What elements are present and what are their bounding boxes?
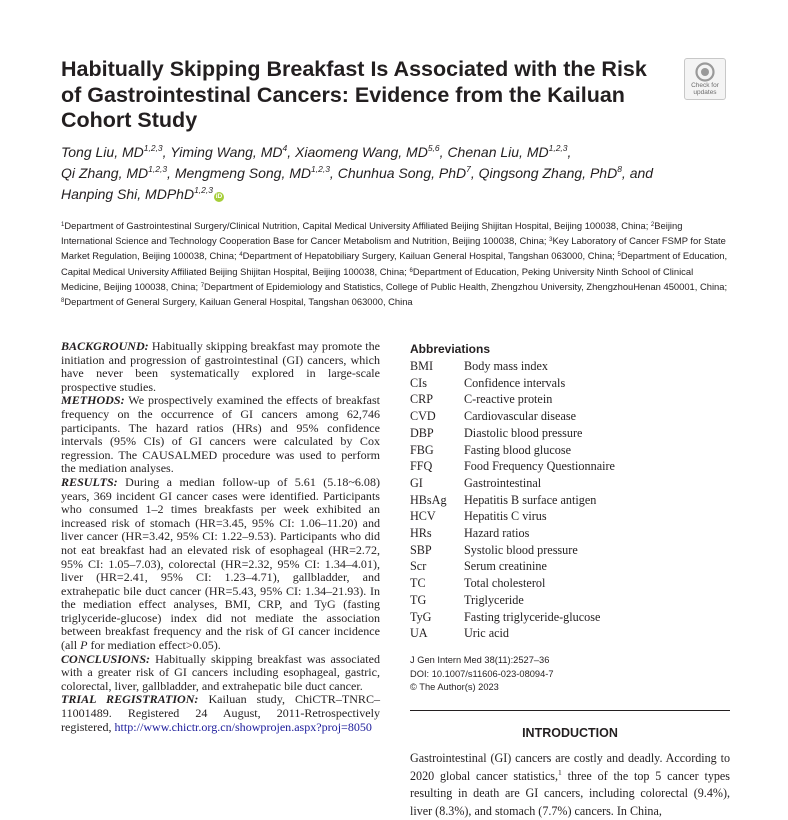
intro-text-continued: three of the top 5 cancer types resulting in death are GI cancers, including colorectal (9.4%), liver (8.3%), and stomach (7.7%) cancers. In China,	[410, 768, 730, 818]
abstract-trial-registration	[61, 693, 380, 734]
doi[interactable]: DOI: 10.1007/s11606-023-08094-7	[410, 668, 554, 679]
abbreviation-row	[410, 525, 615, 542]
abbreviation-definition: Fasting blood glucose	[464, 442, 571, 457]
abbreviation-term: HCV	[410, 509, 436, 524]
abbreviation-definition: Body mass index	[464, 359, 548, 373]
methods-label: METHODS:	[61, 393, 125, 408]
abbreviation-term: CIs	[410, 375, 427, 390]
abbreviation-definition: Hazard ratios	[464, 526, 530, 541]
copyright: © The Author(s) 2023	[410, 682, 499, 692]
author: Mengmeng Song, MD	[174, 165, 312, 181]
author-list	[61, 142, 741, 205]
affiliation-sup: 3	[549, 237, 553, 244]
author: Chunhua Song, PhD	[337, 165, 467, 181]
author-separator: ,	[162, 144, 171, 160]
section-divider	[410, 710, 730, 711]
abbreviation-row	[410, 592, 615, 609]
abbreviation-term: SBP	[410, 542, 432, 557]
abbreviation-row	[410, 475, 615, 492]
results-p-symbol: P	[80, 638, 88, 653]
article-title: Habitually Skipping Breakfast Is Associated with the Risk of Gastrointestinal Cancers: Evidence from the Kailuan Cohort Study	[61, 57, 647, 132]
abbreviation-term: CRP	[410, 392, 434, 407]
author-affiliation-sup: 4	[282, 143, 288, 153]
author: Chenan Liu, MD	[447, 144, 549, 160]
author-separator: ,	[470, 165, 479, 181]
abbreviation-term: GI	[410, 475, 423, 490]
badge-line-1: Check for	[691, 82, 719, 89]
author-affiliation-sup: 1,2,3	[194, 185, 213, 195]
trial-text: Kailuan study, ChiCTR–TNRC–11001489. Registered 24 August, 2011-Retrospectively registered,	[61, 692, 380, 734]
abbreviations-body	[410, 358, 615, 642]
author: Qingsong Zhang, PhD	[478, 165, 618, 181]
abbreviation-row	[410, 442, 615, 459]
abbreviation-row	[410, 408, 615, 425]
abbreviation-term: TC	[410, 576, 426, 591]
abbreviation-term: TG	[410, 592, 427, 607]
abbreviation-row	[410, 492, 615, 509]
reference-marker[interactable]: 1	[558, 767, 562, 777]
abbreviation-row	[410, 358, 615, 375]
abbreviation-definition: Food Frequency Questionnaire	[464, 459, 615, 474]
abstract-background	[61, 340, 380, 394]
author: Xiaomeng Wang, MD	[295, 144, 428, 160]
abbreviation-row	[410, 575, 615, 592]
abbreviation-definition: Cardiovascular disease	[464, 409, 577, 424]
badge-line-2: updates	[693, 89, 717, 96]
orcid-icon[interactable]: iD	[215, 193, 223, 200]
author-separator: ,	[329, 165, 338, 181]
trial-label: TRIAL REGISTRATION:	[61, 692, 199, 707]
abbreviation-row	[410, 609, 615, 626]
abbreviation-term: FFQ	[410, 459, 433, 474]
intro-text-start: Gastrointestinal (GI) cancers are costly and deadly. According to 2020 global cancer statistics,	[410, 751, 730, 783]
affiliation: Department of General Surgery, Kailuan General Hospital, Tangshan 063000, China	[64, 296, 413, 308]
author: Qi Zhang, MD	[61, 165, 149, 181]
author-separator: , and	[621, 165, 654, 181]
background-text: Habitually skipping breakfast may promote the initiation and progression of gastrointestinal (GI) cancers, which have never been systematically explored in large-scale prospective studies.	[61, 339, 380, 394]
affiliation-sup: 8	[61, 298, 65, 305]
abstract-conclusions	[61, 653, 380, 694]
affiliation-sup: 5	[617, 252, 621, 259]
affiliation: Department of Education, Peking University Ninth School of Clinical Medicine, Beijing 100038, China;	[61, 265, 694, 292]
check-for-updates-icon	[695, 62, 715, 82]
author-affiliation-sup: 1,2,3	[311, 164, 330, 174]
abbreviation-row	[410, 625, 615, 642]
abbreviation-definition: Confidence intervals	[464, 375, 566, 390]
affiliation-sup: 2	[650, 222, 655, 228]
check-for-updates-badge[interactable]	[684, 58, 726, 100]
abbreviations-heading: Abbreviations	[410, 342, 491, 356]
methods-text: We prospectively examined the effects of breakfast frequency on the occurrence of GI cancers among 62,746 participants. The hazard ratios (HRs) and 95% confidence intervals (95% CIs) of GI cancers were calculated by Cox regression. The CAUSALMED procedure was used to perform the mediation analyses.	[61, 393, 380, 476]
abstract-methods	[61, 394, 380, 476]
affiliation-sup: 7	[200, 282, 205, 289]
background-label: BACKGROUND:	[61, 339, 149, 353]
abbreviation-definition: Fasting triglyceride-glucose	[464, 609, 601, 624]
author-separator: ,	[439, 144, 448, 160]
results-text: During a median follow-up of 5.61 (5.18~6.08) years, 369 incident GI cancer cases were identified. Participants who consumed 1–2 times breakfasts per week exhibited an increased risk of stomach (HR=3.45, 95% CI: 1.06–11.20) and liver cancer (HR=3.42, 95% CI: 1.22–9.53). Participants who did not eat breakfast had an elevated risk of esophageal (HR=2.72, 95% CI: 1.05–7.03), colorectal (HR=2.32, 95% CI: 1.34–4.01), liver (HR=2.41, 95% CI: 1.23–4.71), gallbladder, and extrahepatic bile duct cancer (HR=5.43, 95% CI: 1.34–21.93). In the mediation effect analyses, BMI, CRP, and TyG (fasting triglyceride-glucose) index did not mediate the association between breakfast frequency and the risk of GI cancer incidence (all	[61, 474, 380, 653]
conclusions-label: CONCLUSIONS:	[61, 651, 151, 666]
author-affiliation-sup: 7	[466, 164, 471, 174]
abstract-results	[61, 476, 380, 653]
abbreviation-term: BMI	[410, 359, 434, 373]
abbreviation-definition: Total cholesterol	[464, 576, 546, 591]
abbreviation-row	[410, 425, 615, 442]
affiliation: Department of Epidemiology and Statistics, College of Public Health, Zhengzhou University, ZhengzhouHenan 450001, China;	[204, 280, 728, 292]
abbreviation-row	[410, 391, 615, 408]
abbreviation-definition: Serum creatinine	[464, 559, 547, 574]
abbreviation-definition: Systolic blood pressure	[464, 542, 578, 557]
abbreviation-row	[410, 458, 615, 475]
abstract	[61, 340, 380, 734]
author: Hanping Shi, MDPhD	[61, 186, 195, 202]
results-label: RESULTS:	[61, 474, 118, 489]
author-separator: ,	[567, 144, 572, 160]
abbreviations-table	[410, 358, 615, 642]
abbreviation-term: HRs	[410, 526, 432, 541]
abbreviation-term: UA	[410, 626, 428, 641]
abbreviation-definition: Hepatitis C virus	[464, 509, 547, 524]
abbreviation-definition: C-reactive protein	[464, 392, 553, 407]
abbreviation-term: FBG	[410, 442, 434, 457]
results-text-end: for mediation effect>0.05).	[87, 638, 221, 653]
introduction-heading: INTRODUCTION	[522, 726, 618, 740]
citation-block	[410, 654, 554, 695]
trial-registration-link[interactable]: http://www.chictr.org.cn/showprojen.aspx?proj=8050	[114, 719, 372, 734]
abbreviation-row	[410, 542, 615, 559]
affiliation: Beijing International Science and Technology Cooperation Base for Cancer Metabolism and Nutrition, Beijing 100038, China;	[61, 220, 683, 247]
abbreviation-term: DBP	[410, 425, 434, 440]
author-affiliation-sup: 1,2,3	[148, 164, 168, 174]
abbreviation-term: TyG	[410, 609, 432, 624]
author: Yiming Wang, MD	[170, 144, 283, 160]
abbreviation-definition: Uric acid	[464, 626, 510, 641]
author-affiliation-sup: 8	[617, 164, 622, 174]
affiliation-sup: 4	[239, 252, 243, 259]
abbreviation-definition: Diastolic blood pressure	[464, 425, 583, 440]
journal-citation: J Gen Intern Med 38(11):2527–36	[410, 655, 550, 665]
conclusions-text: Habitually skipping breakfast was associated with a greater risk of GI cancers including esophageal, gastric, colorectal, liver, gallbladder, and extrahepatic bile duct cancer.	[61, 651, 380, 693]
abbreviation-row	[410, 375, 615, 392]
abbreviation-definition: Hepatitis B surface antigen	[464, 492, 597, 507]
author: Tong Liu, MD	[61, 144, 144, 160]
affiliations	[61, 218, 729, 309]
affiliation-sup: 6	[409, 267, 413, 274]
author-separator: ,	[287, 144, 296, 160]
abbreviation-row	[410, 508, 615, 525]
author-affiliation-sup: 5,6	[427, 143, 440, 153]
abbreviation-term: CVD	[410, 409, 436, 424]
affiliation: Key Laboratory of Cancer FSMP for State Market Regulation, Beijing 100038, China;	[61, 235, 726, 262]
affiliation: Department of Education, Capital Medical University Affiliated Beijing Shijitan Hospital, Beijing 100038, China;	[61, 250, 728, 277]
abbreviation-term: HBsAg	[410, 492, 447, 507]
abbreviation-definition: Triglyceride	[464, 592, 524, 607]
author-separator: ,	[167, 165, 175, 181]
author-affiliation-sup: 1,2,3	[143, 143, 163, 153]
affiliation: Department of Hepatobiliary Surgery, Kailuan General Hospital, Tangshan 063000, China;	[242, 250, 618, 262]
introduction-text	[410, 750, 730, 820]
author-affiliation-sup: 1,2,3	[548, 143, 568, 153]
abbreviation-definition: Gastrointestinal	[464, 475, 542, 490]
abbreviation-term: Scr	[410, 559, 427, 574]
affiliation-sup: 1	[61, 222, 65, 228]
abbreviation-row	[410, 558, 615, 575]
affiliation: Department of Gastrointestinal Surgery/Clinical Nutrition, Capital Medical University Affiliated Beijing Shijitan Hospital, Beijing 100038, China;	[64, 220, 651, 231]
